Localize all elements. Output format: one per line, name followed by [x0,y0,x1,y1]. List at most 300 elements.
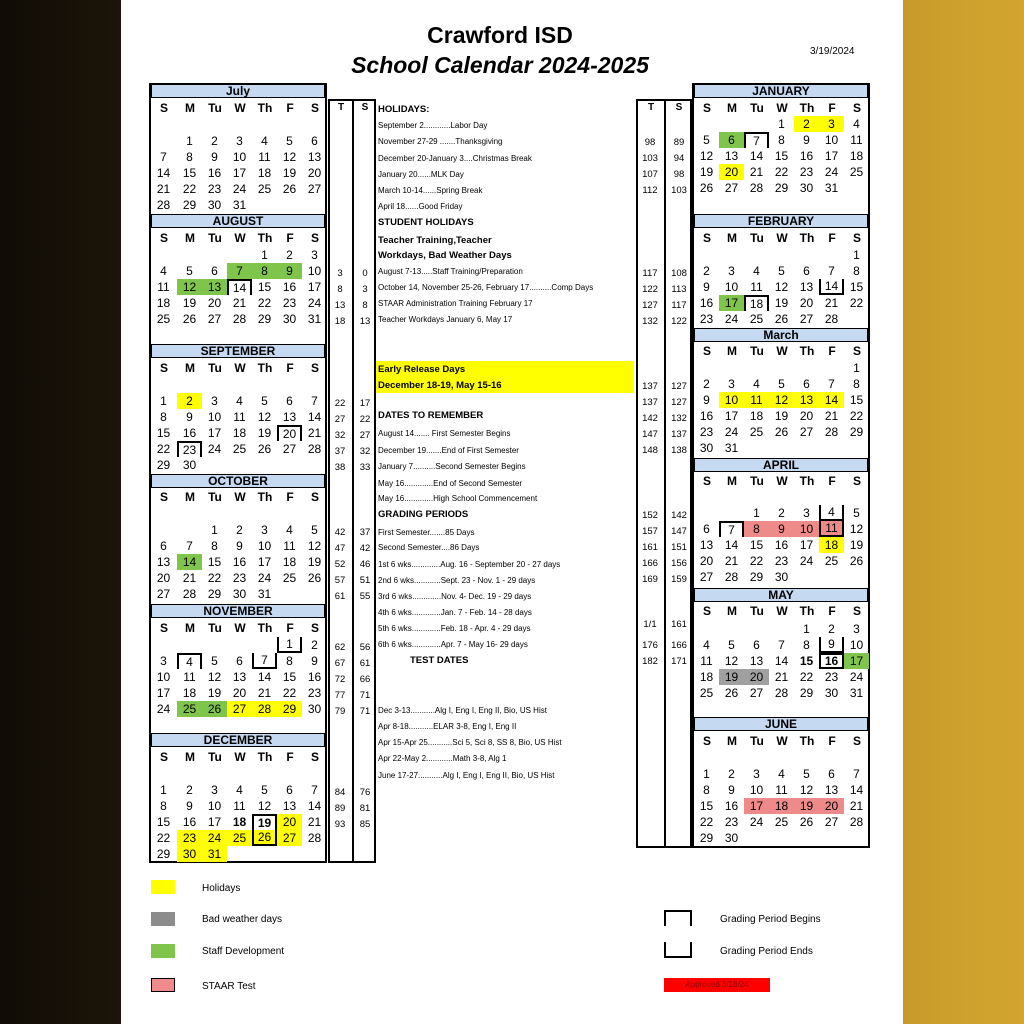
day-cell: 30 [774,570,789,584]
day-cell: 26 [774,425,789,439]
student-days-total: 0 [362,268,368,279]
day-cell: 20 [699,554,714,568]
weekday-label: Th [257,621,273,635]
day-cell: 9 [311,654,318,668]
day-cell: 2 [778,506,785,520]
weekday-label: S [852,604,861,618]
day-cell: 31 [232,198,247,212]
day-cell: 31 [849,686,864,700]
day-cell: 9 [819,637,844,653]
day-cell: 21 [749,165,764,179]
info-line: April 18......Good Friday [378,202,463,211]
instructional-days-total: 166 [642,558,658,569]
info-line: Apr 22-May 2............Math 3-8, Alg 1 [378,754,507,763]
day-cell: 21 [824,409,839,423]
day-cell: 24 [207,442,222,456]
student-days-total: 81 [359,803,371,814]
month-header-oct: OCTOBER [151,474,325,488]
day-cell: 10 [307,264,322,278]
weekday-label: F [828,604,836,618]
day-cell: 1 [853,248,860,262]
info-line: 2nd 6 wks............Sept. 23 - Nov. 1 - 29 days [378,576,536,585]
info-line: First Semester.......85 Days [378,528,475,537]
weekday-label: Th [257,750,273,764]
day-cell: 18 [769,798,794,814]
day-cell: 21 [307,815,322,829]
weekday-label: M [185,101,195,115]
day-cell: 25 [699,686,714,700]
day-cell: 29 [699,831,714,845]
info-line: TEST DATES [410,655,469,666]
day-cell: 7 [719,521,744,537]
day-cell: 15 [699,799,714,813]
day-cell: 20 [799,409,814,423]
day-cell: 28 [156,198,171,212]
day-cell: 1 [778,117,785,131]
weekday-label: W [776,344,788,358]
student-days-total: 71 [359,706,371,717]
day-cell: 26 [699,181,714,195]
info-line: January 20......MLK Day [378,170,464,179]
student-days-total: 166 [671,640,687,651]
instructional-days-total: 117 [642,268,658,279]
day-cell: 27 [156,587,171,601]
day-cell: 13 [202,279,227,295]
day-cell: 14 [849,783,864,797]
day-cell: 28 [307,831,322,845]
calendar-title: School Calendar 2024-2025 [351,52,649,78]
info-line: January 7..........Second Semester Begins [378,462,526,471]
weekday-label: S [702,604,711,618]
day-cell: 22 [699,815,714,829]
day-cell: 17 [232,166,247,180]
day-cell: 9 [703,393,710,407]
day-cell: 11 [744,392,769,408]
day-cell: 7 [853,767,860,781]
info-line: 6th 6 wks.............Apr. 7 - May 16- 29 days [378,640,528,649]
day-cell: 11 [183,670,196,684]
weekday-label: Th [257,101,273,115]
day-cell: 16 [232,555,247,569]
day-cell: 20 [156,571,171,585]
weekday-label: S [702,231,711,245]
day-cell: 6 [311,134,318,148]
weekday-label: F [286,101,294,115]
day-cell: 6 [753,638,760,652]
day-cell: 5 [261,394,268,408]
day-cell: 23 [699,312,714,326]
day-cell: 24 [799,554,814,568]
weekday-label: Tu [750,231,764,245]
day-cell: 8 [160,410,167,424]
day-cell: 26 [257,442,272,456]
weekday-label: M [185,231,195,245]
weekday-label: F [828,231,836,245]
weekday-label: M [727,344,737,358]
day-cell: 10 [749,783,764,797]
day-cell: 17 [207,815,222,829]
right-t-header: T [647,102,655,113]
day-cell: 3 [853,622,860,636]
day-cell: 30 [307,702,322,716]
weekday-label: M [727,474,737,488]
day-cell: 5 [778,264,785,278]
instructional-days-total: 79 [334,706,346,717]
legend-holiday-label: Holidays [202,883,241,894]
day-cell: 29 [207,587,222,601]
info-line: GRADING PERIODS [378,509,469,520]
day-cell: 22 [799,670,814,684]
day-cell: 8 [853,377,860,391]
month-header-feb: FEBRUARY [694,214,868,228]
day-cell: 10 [719,392,744,408]
weekday-label: W [234,361,246,375]
day-cell: 4 [778,767,785,781]
day-cell: 18 [849,149,864,163]
day-cell: 22 [749,554,764,568]
day-cell: 11 [775,783,788,797]
day-cell: 13 [282,410,297,424]
student-days-total: 13 [359,316,371,327]
day-cell: 21 [849,799,864,813]
weekday-label: W [776,734,788,748]
student-days-total: 108 [671,268,687,279]
day-cell: 12 [799,783,814,797]
day-cell: 17 [744,798,769,814]
day-cell: 21 [724,554,739,568]
day-cell: 24 [724,312,739,326]
weekday-label: W [776,604,788,618]
grading-begin-bracket-icon [664,910,692,926]
weekday-label: W [234,621,246,635]
legend-bad-weather-label: Bad weather days [202,914,283,925]
weekday-label: S [159,750,168,764]
day-cell: 16 [724,799,739,813]
day-cell: 9 [728,783,735,797]
info-line: November 27-29 .......Thanksgiving [378,137,503,146]
weekday-label: Th [799,604,815,618]
weekday-label: W [234,750,246,764]
student-days-total: 56 [359,642,371,653]
day-cell: 2 [728,767,735,781]
day-cell: 25 [749,312,764,326]
day-cell: 27 [227,701,252,717]
student-days-total: 61 [359,658,371,669]
day-cell: 27 [699,570,714,584]
day-cell: 18 [182,686,197,700]
instructional-days-total: 93 [334,819,346,830]
day-cell: 28 [824,425,839,439]
student-days-total: 138 [671,445,687,456]
day-cell: 1 [160,783,167,797]
day-cell: 15 [749,538,764,552]
student-days-total: 156 [671,558,687,569]
day-cell: 10 [794,521,819,537]
month-header-aug: AUGUST [151,214,325,228]
instructional-days-total: 103 [642,153,658,164]
day-cell: 2 [186,783,193,797]
student-days-total: 8 [362,300,368,311]
day-cell: 27 [307,182,322,196]
day-cell: 14 [819,392,844,408]
day-cell: 19 [849,538,864,552]
student-days-total: 127 [671,381,687,392]
day-cell: 18 [232,815,247,829]
day-cell: 7 [227,263,252,279]
day-cell: 10 [207,410,222,424]
weekday-label: Th [257,361,273,375]
day-cell: 4 [286,523,293,537]
day-cell: 9 [277,263,302,279]
day-cell: 5 [703,133,710,147]
instructional-days-total: 137 [642,381,658,392]
day-cell: 11 [233,410,246,424]
day-cell: 8 [803,638,810,652]
student-days-total: 17 [359,398,371,409]
day-cell: 25 [849,165,864,179]
weekday-label: S [159,231,168,245]
weekday-label: Tu [208,101,222,115]
day-cell: 5 [286,134,293,148]
day-cell: 1 [211,523,218,537]
weekday-label: W [234,101,246,115]
day-cell: 28 [182,587,197,601]
day-cell: 27 [749,686,764,700]
revision-date: 3/19/2024 [810,46,855,57]
day-cell: 26 [282,182,297,196]
day-cell: 27 [799,312,814,326]
day-cell: 10 [257,539,272,553]
day-cell: 18 [744,295,769,311]
info-line: Workdays, Bad Weather Days [378,250,512,261]
day-cell: 6 [211,264,218,278]
day-cell: 9 [769,521,794,537]
day-cell: 25 [257,182,272,196]
day-cell: 21 [232,296,247,310]
day-cell: 11 [700,654,713,668]
info-line: December 19.......End of First Semester [378,446,519,455]
day-cell: 12 [769,392,794,408]
info-line: STAAR Administration Training February 17 [378,299,533,308]
weekday-label: F [286,361,294,375]
student-days-total: 66 [359,674,371,685]
day-cell: 17 [724,409,739,423]
info-line: October 14, November 25-26, February 17..........Comp Days [378,283,594,292]
weekday-header-jan [0,101,1024,115]
day-cell: 3 [160,654,167,668]
weekday-label: Tu [750,734,764,748]
day-cell: 27 [282,442,297,456]
day-cell: 5 [803,767,810,781]
day-cell: 12 [849,522,864,536]
info-line: Apr 15-Apr 25...........Sci 5, Sci 8, SS 8, Bio, US Hist [378,738,562,747]
day-cell: 14 [257,670,272,684]
day-cell: 5 [728,638,735,652]
instructional-days-total: 72 [334,674,346,685]
student-days-total: 55 [359,591,371,602]
student-days-total: 147 [671,526,687,537]
day-cell: 19 [699,165,714,179]
day-cell: 6 [160,539,167,553]
day-cell: 8 [853,264,860,278]
day-cell: 3 [211,783,218,797]
weekday-label: M [727,101,737,115]
instructional-days-total: 112 [642,185,658,196]
day-cell: 10 [849,638,864,652]
instructional-days-total: 27 [334,414,346,425]
day-cell: 20 [232,686,247,700]
day-cell: 12 [207,670,222,684]
day-cell: 12 [177,279,202,295]
day-cell: 23 [177,830,202,846]
day-cell: 30 [699,441,714,455]
day-cell: 20 [277,814,302,830]
instructional-days-total: 169 [642,574,658,585]
weekday-label: F [286,750,294,764]
day-cell: 23 [177,441,202,457]
day-cell: 19 [182,296,197,310]
day-cell: 12 [699,149,714,163]
info-line: Teacher Workdays January 6, May 17 [378,315,513,324]
month-header-apr: APRIL [694,458,868,472]
day-cell: 21 [824,296,839,310]
student-days-total: 117 [671,300,687,311]
weekday-label: S [159,490,168,504]
weekday-label: S [310,231,319,245]
grading-end-bracket-icon [664,942,692,958]
day-cell: 26 [849,554,864,568]
day-cell: 2 [794,116,819,132]
day-cell: 15 [282,670,297,684]
day-cell: 21 [307,426,322,440]
right-s-header: S [675,102,683,113]
weekday-label: F [286,621,294,635]
day-cell: 13 [824,783,839,797]
day-cell: 14 [177,554,202,570]
day-cell: 9 [236,539,243,553]
weekday-header-feb [0,231,1024,245]
day-cell: 30 [207,198,222,212]
legend-staff-label: Staff Development [202,946,285,957]
weekday-label: M [727,734,737,748]
day-cell: 22 [774,165,789,179]
weekday-label: S [310,621,319,635]
day-cell: 3 [728,377,735,391]
weekday-label: Th [799,734,815,748]
day-cell: 28 [824,312,839,326]
day-cell: 15 [156,815,171,829]
day-cell: 14 [774,654,789,668]
day-cell: 29 [749,570,764,584]
day-cell: 24 [156,702,171,716]
day-cell: 31 [257,587,272,601]
day-cell: 13 [307,150,322,164]
weekday-label: Tu [208,361,222,375]
day-cell: 11 [750,280,763,294]
day-cell: 12 [307,539,322,553]
weekday-label: Th [799,101,815,115]
instructional-days-total: 32 [334,430,346,441]
weekday-label: M [185,361,195,375]
instructional-days-total: 8 [337,284,343,295]
day-cell: 14 [227,279,252,295]
day-cell: 11 [819,521,844,537]
day-cell: 19 [719,669,744,685]
day-cell: 30 [232,587,247,601]
day-cell: 11 [233,799,246,813]
weekday-label: S [310,490,319,504]
day-cell: 13 [799,280,814,294]
weekday-label: S [852,734,861,748]
weekday-label: S [310,361,319,375]
day-cell: 11 [850,133,863,147]
weekday-label: M [185,621,195,635]
info-line: August 14....... First Semester Begins [378,429,511,438]
day-cell: 16 [699,296,714,310]
weekday-label: W [776,101,788,115]
day-cell: 17 [207,426,222,440]
day-cell: 2 [828,622,835,636]
day-cell: 23 [799,165,814,179]
weekday-label: M [185,750,195,764]
day-cell: 17 [719,295,744,311]
day-cell: 5 [778,377,785,391]
day-cell: 18 [156,296,171,310]
weekday-label: S [702,474,711,488]
instructional-days-total: 148 [642,445,658,456]
day-cell: 15 [774,149,789,163]
student-days-total: 46 [359,559,371,570]
day-cell: 2 [211,134,218,148]
day-cell: 6 [286,394,293,408]
weekday-label: S [852,474,861,488]
legend-gp-ends-label: Grading Period Ends [720,946,813,957]
weekday-label: S [852,344,861,358]
info-line: STUDENT HOLIDAYS [378,217,474,228]
info-line: December 18-19, May 15-16 [378,380,502,391]
day-cell: 31 [307,312,322,326]
weekday-label: Th [799,231,815,245]
day-cell: 19 [774,296,789,310]
month-header-dec: DECEMBER [151,733,325,747]
day-cell: 1 [277,637,302,653]
day-cell: 13 [156,555,171,569]
weekday-label: M [727,604,737,618]
weekday-label: Tu [208,490,222,504]
instructional-days-total: 38 [334,462,346,473]
day-cell: 24 [724,425,739,439]
day-cell: 14 [819,279,844,295]
day-cell: 27 [724,181,739,195]
day-cell: 8 [778,133,785,147]
approved-stamp: Approved 3/18/24 [664,978,770,992]
instructional-days-total: 77 [334,690,346,701]
day-cell: 23 [207,182,222,196]
day-cell: 20 [744,669,769,685]
student-days-total: 122 [671,316,687,327]
day-cell: 5 [186,264,193,278]
day-cell: 22 [849,409,864,423]
day-cell: 16 [282,280,297,294]
day-cell: 7 [311,783,318,797]
weekday-header-dec [0,750,1024,764]
day-cell: 8 [286,654,293,668]
day-cell: 15 [207,555,222,569]
day-cell: 29 [849,425,864,439]
weekday-label: F [286,231,294,245]
day-cell: 3 [261,523,268,537]
day-cell: 3 [819,116,844,132]
